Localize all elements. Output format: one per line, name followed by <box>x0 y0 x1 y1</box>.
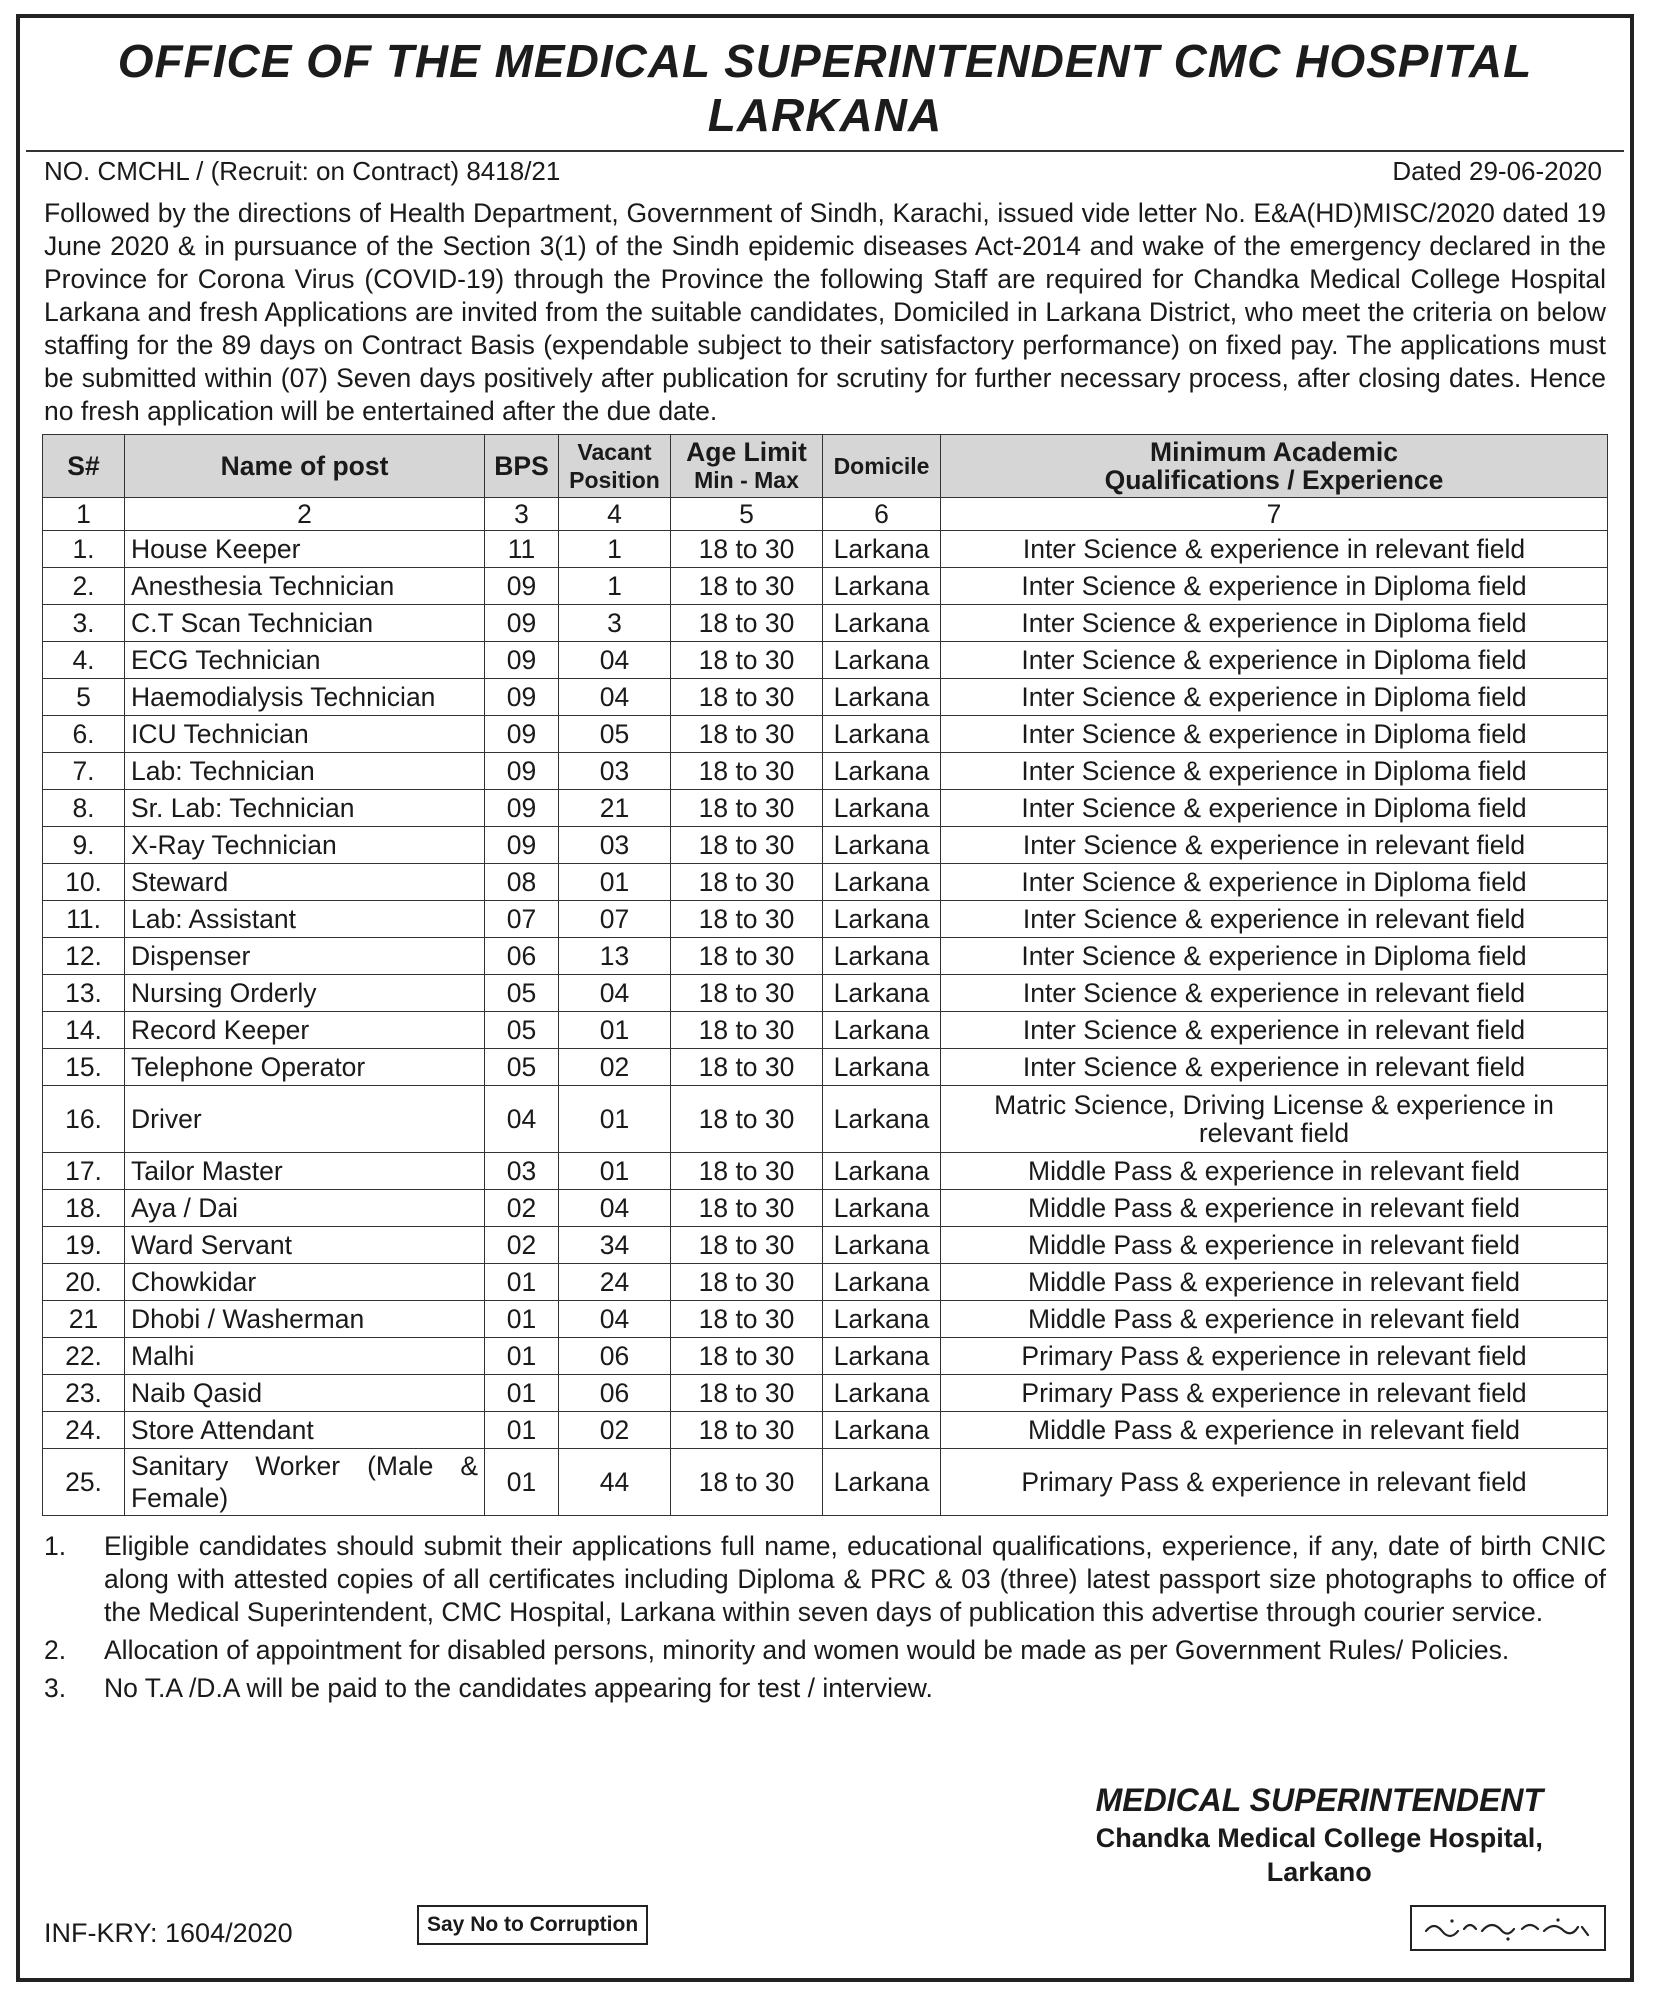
row-bps: 09 <box>485 827 559 864</box>
column-number: 5 <box>671 498 823 531</box>
row-bps: 05 <box>485 975 559 1012</box>
row-vacant-positions: 01 <box>559 1086 671 1153</box>
table-row <box>43 1049 1608 1086</box>
table-body <box>43 531 1608 1516</box>
row-bps: 07 <box>485 901 559 938</box>
row-bps: 09 <box>485 790 559 827</box>
row-bps: 01 <box>485 1301 559 1338</box>
row-qualification: Inter Science & experience in relevant field <box>941 901 1608 938</box>
row-qualification: Inter Science & experience in Diploma field <box>941 753 1608 790</box>
row-age-limit: 18 to 30 <box>671 901 823 938</box>
row-qualification: Inter Science & experience in relevant field <box>941 1049 1608 1086</box>
row-post-name: ECG Technician <box>125 642 485 679</box>
row-age-limit: 18 to 30 <box>671 1375 823 1412</box>
table-row <box>43 864 1608 901</box>
table-row <box>43 531 1608 568</box>
row-post-name: ICU Technician <box>125 716 485 753</box>
row-bps: 01 <box>485 1375 559 1412</box>
row-post-name: Lab: Assistant <box>125 901 485 938</box>
note-text: No T.A /D.A will be paid to the candidates appearing for test / interview. <box>104 1673 933 1703</box>
row-qualification: Inter Science & experience in Diploma field <box>941 605 1608 642</box>
row-bps: 09 <box>485 716 559 753</box>
row-age-limit: 18 to 30 <box>671 1153 823 1190</box>
table-row <box>43 642 1608 679</box>
row-qualification: Inter Science & experience in relevant field <box>941 531 1608 568</box>
header-vacant <box>559 435 671 498</box>
column-number: 4 <box>559 498 671 531</box>
row-bps: 01 <box>485 1264 559 1301</box>
row-qualification: Inter Science & experience in relevant field <box>941 975 1608 1012</box>
column-number-row <box>43 498 1608 531</box>
row-vacant-positions: 02 <box>559 1049 671 1086</box>
row-qualification: Inter Science & experience in relevant field <box>941 827 1608 864</box>
row-sno: 14. <box>43 1012 125 1049</box>
reference-number: NO. CMCHL / (Recruit: on Contract) 8418/21 <box>44 156 561 186</box>
row-age-limit: 18 to 30 <box>671 864 823 901</box>
table-row <box>43 1301 1608 1338</box>
row-vacant-positions: 04 <box>559 679 671 716</box>
signature-block <box>1096 1782 1543 1889</box>
header-age <box>671 435 823 498</box>
column-number: 6 <box>823 498 941 531</box>
row-qualification: Middle Pass & experience in relevant field <box>941 1301 1608 1338</box>
row-domicile: Larkana <box>823 938 941 975</box>
row-sno: 3. <box>43 605 125 642</box>
row-bps: 01 <box>485 1412 559 1449</box>
inf-kry-number: INF-KRY: 1604/2020 <box>44 1918 293 1948</box>
row-post-name: House Keeper <box>125 531 485 568</box>
urdu-slogan-box <box>1410 1905 1606 1951</box>
row-vacant-positions: 21 <box>559 790 671 827</box>
table-row <box>43 605 1608 642</box>
row-sno: 6. <box>43 716 125 753</box>
row-post-name: X-Ray Technician <box>125 827 485 864</box>
table-row <box>43 938 1608 975</box>
row-age-limit: 18 to 30 <box>671 1301 823 1338</box>
row-post-name: Steward <box>125 864 485 901</box>
row-domicile: Larkana <box>823 1449 941 1516</box>
signatory-organization: Chandka Medical College Hospital, <box>1095 1823 1543 1853</box>
row-qualification: Matric Science, Driving License & experience in relevant field <box>941 1086 1608 1153</box>
row-domicile: Larkana <box>823 605 941 642</box>
row-qualification: Primary Pass & experience in relevant field <box>941 1375 1608 1412</box>
row-post-name: Aya / Dai <box>125 1190 485 1227</box>
table-row <box>43 568 1608 605</box>
row-age-limit: 18 to 30 <box>671 1449 823 1516</box>
table-row <box>43 1412 1608 1449</box>
row-vacant-positions: 3 <box>559 605 671 642</box>
row-qualification: Middle Pass & experience in relevant field <box>941 1153 1608 1190</box>
row-post-name: Record Keeper <box>125 1012 485 1049</box>
row-age-limit: 18 to 30 <box>671 568 823 605</box>
row-qualification: Inter Science & experience in Diploma field <box>941 790 1608 827</box>
anti-corruption-slogan: Say No to Corruption <box>417 1905 648 1945</box>
row-qualification: Middle Pass & experience in relevant field <box>941 1190 1608 1227</box>
row-qualification: Middle Pass & experience in relevant field <box>941 1264 1608 1301</box>
row-domicile: Larkana <box>823 1375 941 1412</box>
intro-paragraph: Followed by the directions of Health Department, Government of Sindh, Karachi, issued vide letter No. E&A(HD)MISC/2020 dated 19 June 2020 & in pursuance of the Section 3(1) of the Sindh epidemic diseases Act-2014 and wake of the emergency declared in the Province for Corona Virus (COVID-19) through the Province the following Staff are required for Chandka Medical College Hospital Larkana and fresh Applications are invited from the suitable candidates, Domiciled in Larkana District, who meet the criteria on below staffing for the 89 days on Contract Basis (expendable subject to their satisfactory performance) on fixed pay. The applications must be submitted within (07) Seven days positively after publication for scrutiny for further necessary process, after closing dates. Hence no fresh application will be entertained after the due date. <box>44 198 1606 426</box>
table-row <box>43 1264 1608 1301</box>
row-sno: 10. <box>43 864 125 901</box>
title-line-1: OFFICE OF THE MEDICAL SUPERINTENDENT CMC HOSPITAL <box>117 35 1533 87</box>
header-sno: S# <box>43 435 125 498</box>
row-domicile: Larkana <box>823 1338 941 1375</box>
row-sno: 13. <box>43 975 125 1012</box>
row-sno: 8. <box>43 790 125 827</box>
row-domicile: Larkana <box>823 1301 941 1338</box>
table-row <box>43 753 1608 790</box>
row-vacant-positions: 04 <box>559 1190 671 1227</box>
row-post-name: Sr. Lab: Technician <box>125 790 485 827</box>
row-bps: 04 <box>485 1086 559 1153</box>
row-bps: 09 <box>485 642 559 679</box>
table-row <box>43 1449 1608 1516</box>
note-number: 1. <box>44 1531 67 1561</box>
row-age-limit: 18 to 30 <box>671 1338 823 1375</box>
row-age-limit: 18 to 30 <box>671 531 823 568</box>
row-domicile: Larkana <box>823 1227 941 1264</box>
row-post-name: Malhi <box>125 1338 485 1375</box>
row-age-limit: 18 to 30 <box>671 975 823 1012</box>
row-qualification: Middle Pass & experience in relevant field <box>941 1227 1608 1264</box>
header-name: Name of post <box>125 435 485 498</box>
row-age-limit: 18 to 30 <box>671 642 823 679</box>
table-row <box>43 1153 1608 1190</box>
date: Dated 29-06-2020 <box>1392 156 1602 186</box>
row-vacant-positions: 07 <box>559 901 671 938</box>
header-qual-line2: Qualifications / Experience <box>1104 465 1444 495</box>
column-number: 7 <box>941 498 1608 531</box>
row-domicile: Larkana <box>823 531 941 568</box>
header-age-line2: Min - Max <box>694 467 799 493</box>
row-bps: 01 <box>485 1338 559 1375</box>
row-age-limit: 18 to 30 <box>671 1086 823 1153</box>
row-domicile: Larkana <box>823 1190 941 1227</box>
row-bps: 05 <box>485 1049 559 1086</box>
row-sno: 1. <box>43 531 125 568</box>
table-row <box>43 790 1608 827</box>
header-domicile: Domicile <box>823 435 941 498</box>
row-domicile: Larkana <box>823 1153 941 1190</box>
row-sno: 15. <box>43 1049 125 1086</box>
row-domicile: Larkana <box>823 975 941 1012</box>
row-age-limit: 18 to 30 <box>671 790 823 827</box>
row-qualification: Inter Science & experience in Diploma field <box>941 864 1608 901</box>
row-vacant-positions: 05 <box>559 716 671 753</box>
row-sno: 4. <box>43 642 125 679</box>
row-sno: 11. <box>43 901 125 938</box>
column-number: 2 <box>125 498 485 531</box>
row-bps: 09 <box>485 753 559 790</box>
row-qualification: Inter Science & experience in Diploma field <box>941 642 1608 679</box>
title-line-2: LARKANA <box>707 89 943 141</box>
row-vacant-positions: 01 <box>559 864 671 901</box>
row-qualification: Inter Science & experience in Diploma field <box>941 716 1608 753</box>
row-domicile: Larkana <box>823 679 941 716</box>
row-vacant-positions: 1 <box>559 531 671 568</box>
table-row <box>43 1012 1608 1049</box>
row-vacant-positions: 06 <box>559 1375 671 1412</box>
row-vacant-positions: 02 <box>559 1412 671 1449</box>
row-domicile: Larkana <box>823 1086 941 1153</box>
row-domicile: Larkana <box>823 753 941 790</box>
advertisement <box>26 18 1624 1710</box>
row-sno: 24. <box>43 1412 125 1449</box>
row-post-name: Tailor Master <box>125 1153 485 1190</box>
note-text: Allocation of appointment for disabled persons, minority and women would be made as per Government Rules/ Policies. <box>104 1635 1510 1665</box>
note-item <box>44 1634 1606 1667</box>
table-row <box>43 1227 1608 1264</box>
row-bps: 05 <box>485 1012 559 1049</box>
table-header-row <box>43 435 1608 498</box>
row-post-name: Anesthesia Technician <box>125 568 485 605</box>
row-post-name: Naib Qasid <box>125 1375 485 1412</box>
note-text: Eligible candidates should submit their applications full name, educational qualifications, experience, if any, date of birth CNIC along with attested copies of all certificates including Diploma & PRC & 03 (three) latest passport size photographs to office of the Medical Superintendent, CMC Hospital, Larkana within seven days of publication this advertise through courier service. <box>104 1531 1606 1627</box>
row-post-name: Ward Servant <box>125 1227 485 1264</box>
row-bps: 06 <box>485 938 559 975</box>
row-age-limit: 18 to 30 <box>671 1190 823 1227</box>
row-sno: 7. <box>43 753 125 790</box>
row-age-limit: 18 to 30 <box>671 753 823 790</box>
row-sno: 19. <box>43 1227 125 1264</box>
row-domicile: Larkana <box>823 1412 941 1449</box>
row-sno: 17. <box>43 1153 125 1190</box>
row-post-name: Nursing Orderly <box>125 975 485 1012</box>
row-vacant-positions: 24 <box>559 1264 671 1301</box>
table-row <box>43 1375 1608 1412</box>
row-vacant-positions: 13 <box>559 938 671 975</box>
row-age-limit: 18 to 30 <box>671 1227 823 1264</box>
note-item <box>44 1672 1606 1705</box>
row-qualification: Inter Science & experience in Diploma field <box>941 679 1608 716</box>
row-post-name: Store Attendant <box>125 1412 485 1449</box>
row-domicile: Larkana <box>823 901 941 938</box>
row-qualification: Inter Science & experience in Diploma field <box>941 938 1608 975</box>
row-age-limit: 18 to 30 <box>671 716 823 753</box>
table-row <box>43 901 1608 938</box>
column-number: 1 <box>43 498 125 531</box>
signatory-role: MEDICAL SUPERINTENDENT <box>1095 1782 1543 1818</box>
row-vacant-positions: 1 <box>559 568 671 605</box>
row-bps: 08 <box>485 864 559 901</box>
row-qualification: Primary Pass & experience in relevant field <box>941 1338 1608 1375</box>
row-sno: 21 <box>43 1301 125 1338</box>
posts-table <box>42 434 1608 1516</box>
row-sno: 16. <box>43 1086 125 1153</box>
table-row <box>43 1190 1608 1227</box>
table-row <box>43 679 1608 716</box>
table-row <box>43 827 1608 864</box>
row-age-limit: 18 to 30 <box>671 1412 823 1449</box>
row-age-limit: 18 to 30 <box>671 1012 823 1049</box>
signatory-city: Larkano <box>1266 1857 1372 1887</box>
row-bps: 02 <box>485 1227 559 1264</box>
row-sno: 23. <box>43 1375 125 1412</box>
row-post-name: Driver <box>125 1086 485 1153</box>
row-age-limit: 18 to 30 <box>671 1264 823 1301</box>
header-qualification <box>941 435 1608 498</box>
row-bps: 02 <box>485 1190 559 1227</box>
row-sno: 25. <box>43 1449 125 1516</box>
row-post-name: C.T Scan Technician <box>125 605 485 642</box>
row-sno: 2. <box>43 568 125 605</box>
row-post-name: Telephone Operator <box>125 1049 485 1086</box>
row-vacant-positions: 01 <box>559 1012 671 1049</box>
header-vacant-line1: Vacant <box>577 439 652 465</box>
row-vacant-positions: 03 <box>559 827 671 864</box>
row-domicile: Larkana <box>823 864 941 901</box>
row-bps: 09 <box>485 568 559 605</box>
row-vacant-positions: 01 <box>559 1153 671 1190</box>
row-domicile: Larkana <box>823 716 941 753</box>
row-domicile: Larkana <box>823 642 941 679</box>
column-number: 3 <box>485 498 559 531</box>
row-sno: 9. <box>43 827 125 864</box>
row-vacant-positions: 06 <box>559 1338 671 1375</box>
row-domicile: Larkana <box>823 1049 941 1086</box>
row-age-limit: 18 to 30 <box>671 827 823 864</box>
note-number: 2. <box>44 1635 67 1665</box>
row-domicile: Larkana <box>823 1012 941 1049</box>
office-title <box>26 34 1624 142</box>
row-post-name: Dhobi / Washerman <box>125 1301 485 1338</box>
table-row <box>43 716 1608 753</box>
note-item <box>44 1530 1606 1629</box>
notes-list <box>26 1516 1624 1705</box>
row-domicile: Larkana <box>823 1264 941 1301</box>
row-qualification: Middle Pass & experience in relevant field <box>941 1412 1608 1449</box>
row-vacant-positions: 44 <box>559 1449 671 1516</box>
row-vacant-positions: 03 <box>559 753 671 790</box>
row-sno: 22. <box>43 1338 125 1375</box>
row-post-name: Haemodialysis Technician <box>125 679 485 716</box>
row-domicile: Larkana <box>823 827 941 864</box>
row-age-limit: 18 to 30 <box>671 679 823 716</box>
header-bps: BPS <box>485 435 559 498</box>
row-bps: 11 <box>485 531 559 568</box>
row-qualification: Primary Pass & experience in relevant field <box>941 1449 1608 1516</box>
header-vacant-line2: Position <box>569 467 660 493</box>
row-bps: 01 <box>485 1449 559 1516</box>
row-qualification: Inter Science & experience in Diploma field <box>941 568 1608 605</box>
row-sno: 18. <box>43 1190 125 1227</box>
row-vacant-positions: 04 <box>559 975 671 1012</box>
row-post-name: Lab: Technician <box>125 753 485 790</box>
row-bps: 09 <box>485 605 559 642</box>
row-post-name: Sanitary Worker (Male & Female) <box>125 1449 485 1516</box>
row-sno: 20. <box>43 1264 125 1301</box>
row-domicile: Larkana <box>823 790 941 827</box>
row-vacant-positions: 04 <box>559 642 671 679</box>
note-number: 3. <box>44 1673 67 1703</box>
row-post-name: Dispenser <box>125 938 485 975</box>
table-row <box>43 1338 1608 1375</box>
row-age-limit: 18 to 30 <box>671 1049 823 1086</box>
row-age-limit: 18 to 30 <box>671 605 823 642</box>
row-vacant-positions: 04 <box>559 1301 671 1338</box>
row-sno: 5 <box>43 679 125 716</box>
row-sno: 12. <box>43 938 125 975</box>
table-row <box>43 975 1608 1012</box>
header-qual-line1: Minimum Academic <box>1150 437 1398 467</box>
row-qualification: Inter Science & experience in relevant field <box>941 1012 1608 1049</box>
header-age-line1: Age Limit <box>686 437 807 467</box>
reference-line <box>26 150 1624 193</box>
row-domicile: Larkana <box>823 568 941 605</box>
table-row <box>43 1086 1608 1153</box>
urdu-slogan-logo <box>1412 1907 1604 1949</box>
row-bps: 09 <box>485 679 559 716</box>
row-post-name: Chowkidar <box>125 1264 485 1301</box>
row-age-limit: 18 to 30 <box>671 938 823 975</box>
row-bps: 03 <box>485 1153 559 1190</box>
row-vacant-positions: 34 <box>559 1227 671 1264</box>
